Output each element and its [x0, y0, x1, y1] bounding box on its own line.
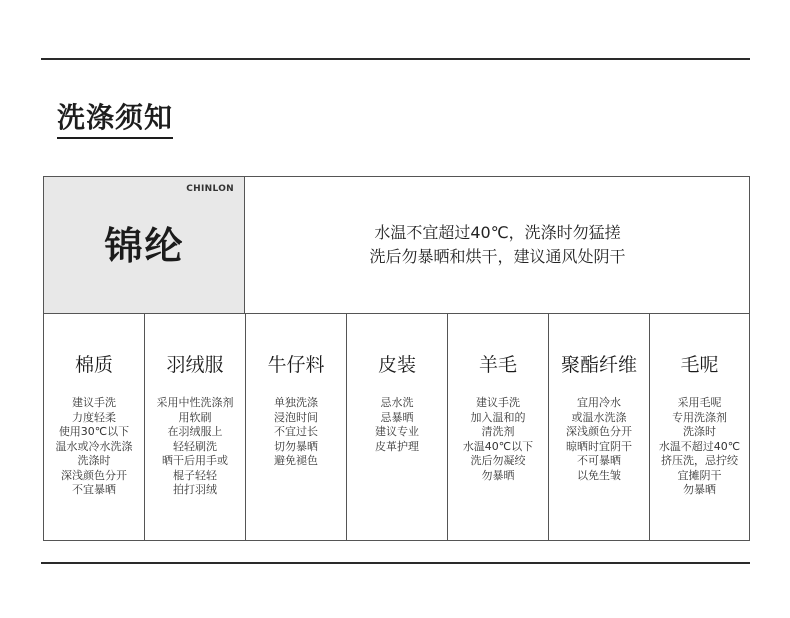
fabric-name: 棉质: [74, 354, 113, 376]
fabric-care-line: 在羽绒服上: [167, 425, 223, 438]
fabric-care-line: 不宜暴晒: [72, 483, 116, 496]
fabric-care-line: 加入温和的: [470, 410, 526, 424]
fabric-cell: [448, 314, 549, 540]
fabric-care-line: 或温水洗涤: [571, 410, 627, 424]
fabric-care-line: 深浅颜色分开: [61, 468, 127, 482]
fabric-name: 羽绒服: [166, 354, 224, 376]
fabric-care-line: 切勿暴晒: [274, 439, 318, 453]
fabric-care-line: 宜摊阴干: [677, 468, 722, 482]
fabric-cell: [246, 314, 347, 540]
care-instructions-table: [43, 176, 750, 541]
fabric-care-line: 皮革护理: [375, 439, 419, 453]
fabric-care-line: 用软刷: [178, 410, 212, 424]
fabric-care-text: [375, 396, 419, 454]
fabric-care-line: 洗后勿凝绞: [470, 454, 526, 467]
fabric-care-line: 棍子轻轻: [173, 468, 217, 482]
fabric-types-row: [44, 314, 749, 540]
fabric-care-line: 晾晒时宜阴干: [566, 439, 632, 453]
fabric-cell: [44, 314, 145, 540]
fabric-care-line: 忌暴晒: [380, 410, 414, 424]
fabric-name: 皮装: [377, 354, 416, 376]
fabric-care-line: 勿暴晒: [481, 468, 515, 482]
fabric-care-line: 采用中性洗涤剂: [156, 396, 234, 409]
fabric-care-line: 洗涤时: [77, 454, 111, 467]
page-title: 洗涤须知: [57, 100, 173, 139]
material-chinese-name: 锦纶: [104, 224, 185, 268]
fabric-care-line: 不可暴晒: [577, 454, 621, 467]
fabric-care-line: 以免生皱: [577, 468, 621, 482]
fabric-care-line: 温水或冷水洗涤: [55, 439, 133, 453]
fabric-care-text: [274, 396, 318, 469]
fabric-care-line: 水温40℃以下: [462, 439, 534, 453]
fabric-care-text: [566, 396, 632, 483]
fabric-care-line: 深浅颜色分开: [566, 425, 632, 438]
fabric-care-line: 清洗剂: [481, 425, 515, 438]
instruction-line: 洗后勿暴晒和烘干，建议通风处阴干: [369, 247, 626, 266]
fabric-care-line: 勿暴晒: [682, 483, 716, 496]
material-english-name: CHINLON: [186, 184, 234, 194]
top-divider: [41, 58, 750, 60]
fabric-care-text: [659, 396, 740, 498]
material-header-row: [44, 177, 749, 314]
fabric-care-line: 专用洗涤剂: [671, 410, 727, 424]
fabric-care-line: 避免褪色: [274, 454, 318, 467]
fabric-name: 毛呢: [680, 354, 719, 376]
fabric-care-line: 晒干后用手或: [162, 454, 228, 467]
fabric-care-line: 宜用冷水: [577, 396, 621, 409]
fabric-care-line: 洗涤时: [682, 425, 716, 438]
fabric-care-line: 忌水洗: [380, 396, 414, 409]
fabric-care-text: [56, 396, 133, 498]
fabric-care-line: 轻轻刷洗: [173, 439, 217, 453]
instruction-line: 水温不宜超过40℃，洗涤时勿猛搓: [374, 223, 621, 242]
fabric-care-line: 使用30℃以下: [58, 425, 130, 438]
fabric-cell: [347, 314, 448, 540]
fabric-care-line: 建议手洗: [475, 396, 520, 409]
fabric-cell: [650, 314, 749, 540]
fabric-cell: [145, 314, 246, 540]
fabric-care-line: 挤压洗，忌拧绞: [660, 454, 738, 467]
fabric-care-line: 浸泡时间: [274, 410, 318, 424]
fabric-care-text: [157, 396, 234, 498]
fabric-cell: [549, 314, 650, 540]
fabric-care-line: 采用毛呢: [677, 396, 722, 409]
material-cell: [44, 177, 245, 313]
fabric-name: 羊毛: [478, 354, 517, 376]
fabric-care-line: 水温不超过40℃: [658, 439, 741, 453]
fabric-name: 牛仔料: [267, 354, 325, 376]
fabric-care-line: 不宜过长: [274, 425, 318, 438]
fabric-care-line: 建议专业: [375, 425, 419, 438]
fabric-care-line: 单独洗涤: [274, 396, 318, 409]
fabric-care-line: 建议手洗: [72, 396, 116, 409]
fabric-care-line: 力度轻柔: [72, 410, 116, 424]
fabric-name: 聚酯纤维: [560, 354, 637, 376]
material-instructions: [246, 177, 749, 313]
bottom-divider: [41, 562, 750, 564]
fabric-care-line: 拍打羽绒: [173, 483, 217, 496]
fabric-care-text: [463, 396, 533, 483]
